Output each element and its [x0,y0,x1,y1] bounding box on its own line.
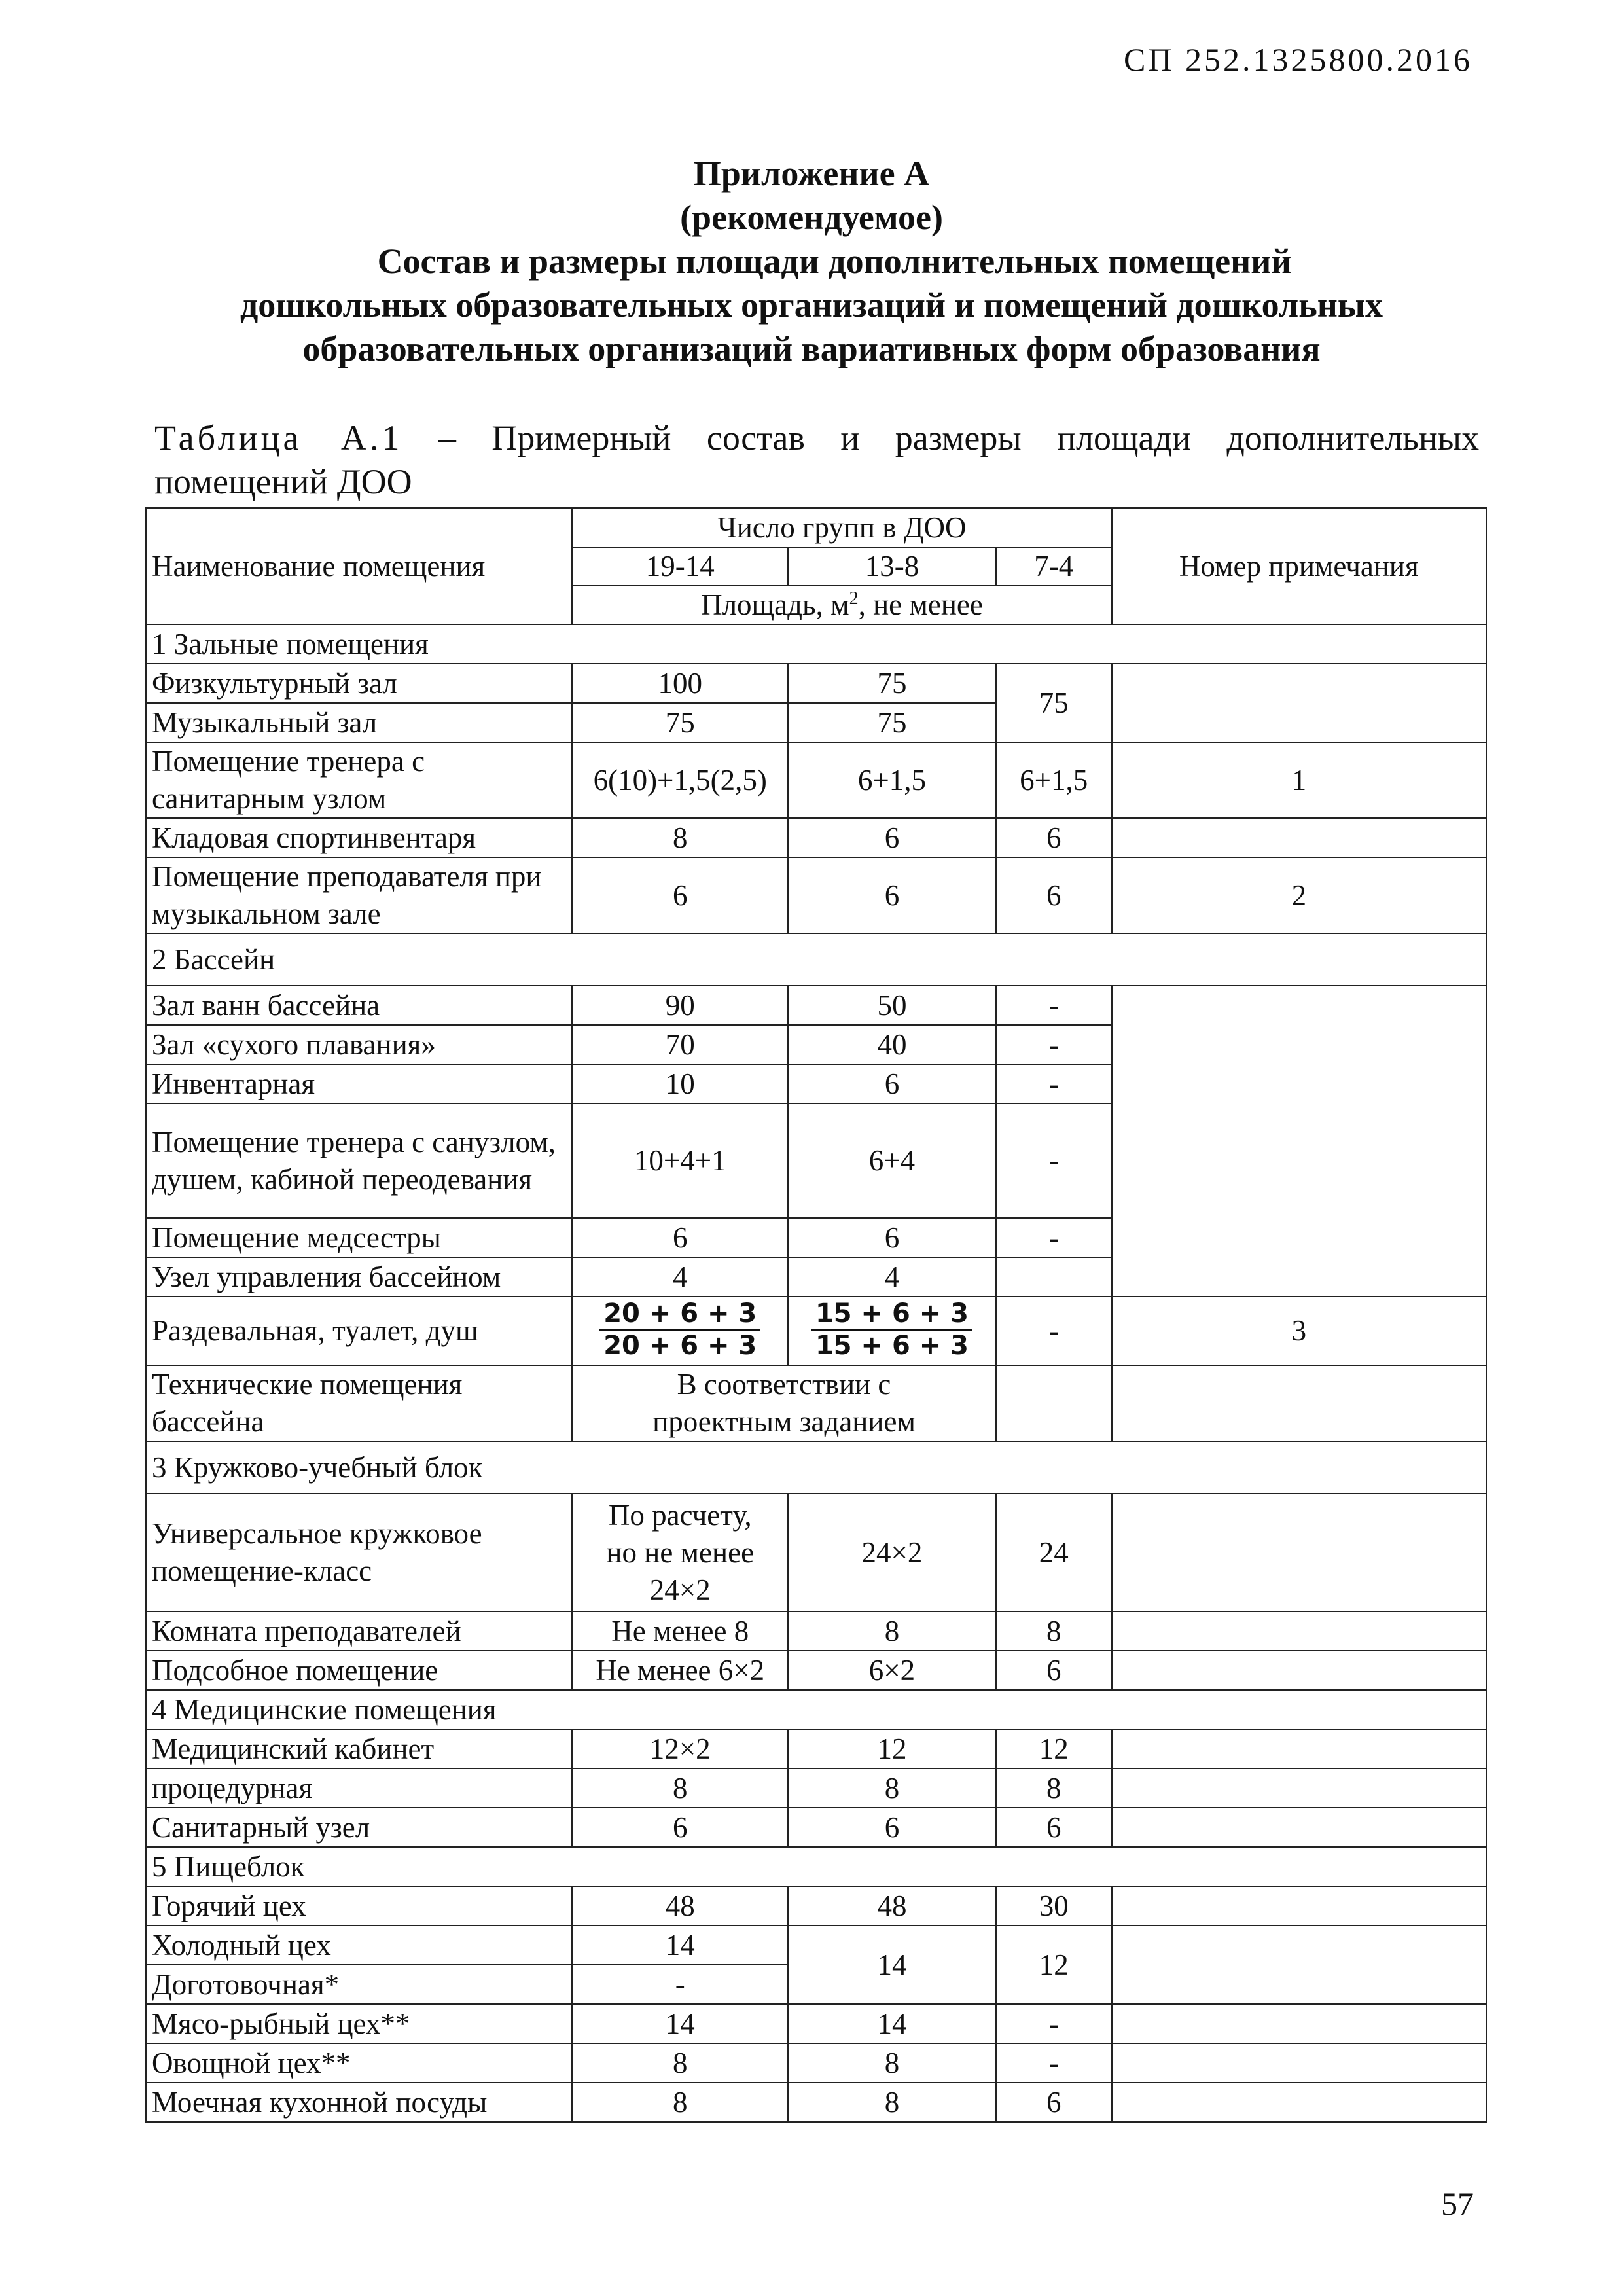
table-row [146,1365,1486,1441]
area-cell: 8 [788,1768,996,1808]
area-cell: - [996,1297,1112,1365]
area-cell: 14 [788,1926,996,2004]
note-cell: 1 [1112,742,1486,818]
table-row [146,1651,1486,1690]
section-row [146,624,1486,664]
note-cell [1112,1729,1486,1768]
area-cell: 8 [572,818,788,857]
area-cell: 70 [572,1025,788,1064]
room-name: Медицинский кабинет [146,1729,572,1768]
table-row [146,1768,1486,1808]
area-cell: 4 [788,1257,996,1297]
fraction [812,1299,972,1361]
note-cell [1112,664,1486,742]
room-name: процедурная [146,1768,572,1808]
header-col-19-14: 19-14 [572,547,788,586]
area-cell: 48 [788,1886,996,1926]
area-cell: 10+4+1 [572,1103,788,1218]
room-name: Музыкальный зал [146,703,572,742]
table-row [146,1926,1486,1965]
fraction-denominator: 15 + 6 + 3 [815,1331,969,1361]
annex-subtitle-line-2: дошкольных образовательных организаций и помещений дошкольных [240,285,1383,325]
header-area-sup: 2 [849,588,859,609]
fraction-numerator: 15 + 6 + 3 [812,1299,972,1331]
area-cell: 6×2 [788,1651,996,1690]
area-cell: 6 [788,1218,996,1257]
note-cell [1112,1651,1486,1690]
header-groups-count: Число групп в ДОО [572,508,1111,547]
area-cell [996,1365,1112,1441]
room-name: Овощной цех** [146,2043,572,2083]
room-name: Подсобное помещение [146,1651,572,1690]
area-cell: 6 [996,2083,1112,2122]
table-caption-line-2: помещений ДОО [154,462,412,501]
area-cell: 6+1,5 [788,742,996,818]
area-cell: 6 [788,1808,996,1847]
area-cell: 6(10)+1,5(2,5) [572,742,788,818]
area-cell: 8 [572,2043,788,2083]
table-row [146,1729,1486,1768]
room-name: Узел управления бассейном [146,1257,572,1297]
note-cell [1112,1494,1486,1611]
section-title: 1 Зальные помещения [146,624,1486,664]
note-cell [1112,986,1486,1297]
area-cell: В соответствии с проектным заданием [572,1365,995,1441]
area-cell: 48 [572,1886,788,1926]
header-room-name: Наименование помещения [146,508,572,624]
table-row [146,818,1486,857]
table-caption [154,416,1479,504]
area-cell [788,1297,996,1365]
table-row [146,1808,1486,1847]
table-caption-word: – [438,418,456,457]
note-cell [1112,2043,1486,2083]
area-cell: 6 [996,818,1112,857]
area-cell: 75 [788,664,996,703]
area-cell: 50 [788,986,996,1025]
area-cell: 14 [788,2004,996,2043]
table-row [146,2004,1486,2043]
area-cell: - [996,986,1112,1025]
table-caption-word: площади [1057,418,1191,457]
area-cell: 90 [572,986,788,1025]
note-cell [1112,1768,1486,1808]
note-cell [1112,1886,1486,1926]
area-cell: 8 [996,1768,1112,1808]
section-row [146,1690,1486,1729]
area-cell: 30 [996,1886,1112,1926]
room-name: Горячий цех [146,1886,572,1926]
area-cell: 8 [788,2043,996,2083]
room-name: Холодный цех [146,1926,572,1965]
area-cell: 6 [996,1808,1112,1847]
note-cell [1112,818,1486,857]
area-cell: 8 [572,2083,788,2122]
area-cell [572,1297,788,1365]
area-cell: 6+1,5 [996,742,1112,818]
area-cell: 6 [996,1651,1112,1690]
note-cell [1112,1611,1486,1651]
note-cell [1112,1365,1486,1441]
room-name: Помещение тренера с санузлом, душем, кабиной переодевания [146,1103,572,1218]
room-name: Раздевальная, туалет, душ [146,1297,572,1365]
fraction [599,1299,760,1361]
area-cell: - [996,1025,1112,1064]
header-col-7-4: 7-4 [996,547,1112,586]
area-cell: 8 [788,2083,996,2122]
note-cell [1112,2083,1486,2122]
area-cell: 12 [996,1729,1112,1768]
header-area [572,586,1111,624]
area-cell: Не менее 6×2 [572,1651,788,1690]
table-caption-word: состав [706,418,805,457]
header-col-13-8: 13-8 [788,547,996,586]
area-cell: 8 [788,1611,996,1651]
area-cell: 75 [572,703,788,742]
note-cell [1112,1808,1486,1847]
area-cell: - [996,2004,1112,2043]
table-caption-word: размеры [895,418,1022,457]
annex-status: (рекомендуемое) [680,198,943,237]
area-cell: 24 [996,1494,1112,1611]
area-cell: 75 [996,664,1112,742]
area-cell: 6 [572,1808,788,1847]
room-name: Мясо-рыбный цех** [146,2004,572,2043]
area-cell: 6 [572,1218,788,1257]
room-name: Моечная кухонной посуды [146,2083,572,2122]
room-name: Зал ванн бассейна [146,986,572,1025]
table-row [146,857,1486,933]
area-cell: 6+4 [788,1103,996,1218]
area-cell: 14 [572,2004,788,2043]
table-header-row [146,508,1486,547]
room-name: Кладовая спортинвентаря [146,818,572,857]
area-cell: Не менее 8 [572,1611,788,1651]
area-cell: 40 [788,1025,996,1064]
header-area-suffix: , не менее [858,588,983,621]
table-row [146,1494,1486,1611]
document-code: СП 252.1325800.2016 [1124,41,1472,78]
note-cell: 3 [1112,1297,1486,1365]
area-cell: - [996,1064,1112,1103]
annex-heading [0,152,1623,371]
room-name: Санитарный узел [146,1808,572,1847]
room-name: Помещение преподавателя при музыкальном зале [146,857,572,933]
table-caption-word: Примерный [491,418,671,457]
area-cell: По расчету, но не менее 24×2 [572,1494,788,1611]
note-cell: 2 [1112,857,1486,933]
header-area-text: Площадь, м [701,588,849,621]
note-cell [1112,2004,1486,2043]
section-title: 4 Медицинские помещения [146,1690,1486,1729]
room-name: Технические помещения бассейна [146,1365,572,1441]
table-row [146,1297,1486,1365]
area-cell: 100 [572,664,788,703]
section-title: 3 Кружково-учебный блок [146,1441,1486,1494]
area-cell: 14 [572,1926,788,1965]
area-cell: 12 [996,1926,1112,2004]
table-row [146,2083,1486,2122]
table-caption-word: дополнительных [1226,418,1480,457]
area-cell: - [996,1218,1112,1257]
area-cell: - [996,1103,1112,1218]
room-name: Помещение тренера с санитарным узлом [146,742,572,818]
area-cell: 12 [788,1729,996,1768]
area-cell: 6 [572,857,788,933]
room-name: Физкультурный зал [146,664,572,703]
room-name: Комната преподавателей [146,1611,572,1651]
area-cell: 4 [572,1257,788,1297]
section-row [146,1441,1486,1494]
room-name: Универсальное кружковое помещение-класс [146,1494,572,1611]
area-cell: - [572,1965,788,2004]
section-title: 5 Пищеблок [146,1847,1486,1886]
table-row [146,742,1486,818]
table-row [146,2043,1486,2083]
area-cell: 8 [996,1611,1112,1651]
area-cell: - [996,2043,1112,2083]
area-cell: 8 [572,1768,788,1808]
section-row [146,1847,1486,1886]
fraction-numerator: 20 + 6 + 3 [599,1299,760,1331]
section-title: 2 Бассейн [146,933,1486,986]
area-cell [996,1257,1112,1297]
annex-subtitle-line-1: Состав и размеры площади дополнительных помещений [377,242,1292,281]
annex-title: Приложение А [693,154,930,193]
table-caption-word: и [840,418,860,457]
area-cell: 6 [788,818,996,857]
room-name: Зал «сухого плавания» [146,1025,572,1064]
fraction-denominator: 20 + 6 + 3 [603,1331,757,1361]
room-name: Инвентарная [146,1064,572,1103]
table-row [146,664,1486,703]
table-caption-line-1 [154,416,1479,460]
area-cell: 6 [788,1064,996,1103]
area-cell: 24×2 [788,1494,996,1611]
rooms-table [145,507,1487,2123]
page-number: 57 [1441,2185,1474,2222]
table-row [146,1611,1486,1651]
area-cell: 12×2 [572,1729,788,1768]
note-cell [1112,1926,1486,2004]
room-name: Помещение медсестры [146,1218,572,1257]
area-cell: 6 [996,857,1112,933]
header-note-number: Номер примечания [1112,508,1486,624]
annex-subtitle-line-3: образовательных организаций вариативных форм образования [302,329,1321,368]
area-cell: 10 [572,1064,788,1103]
area-cell: 6 [788,857,996,933]
section-row [146,933,1486,986]
table-caption-lead: Таблица А.1 [154,418,403,457]
table-row [146,986,1486,1025]
room-name: Доготовочная* [146,1965,572,2004]
table-row [146,1886,1486,1926]
area-cell: 75 [788,703,996,742]
